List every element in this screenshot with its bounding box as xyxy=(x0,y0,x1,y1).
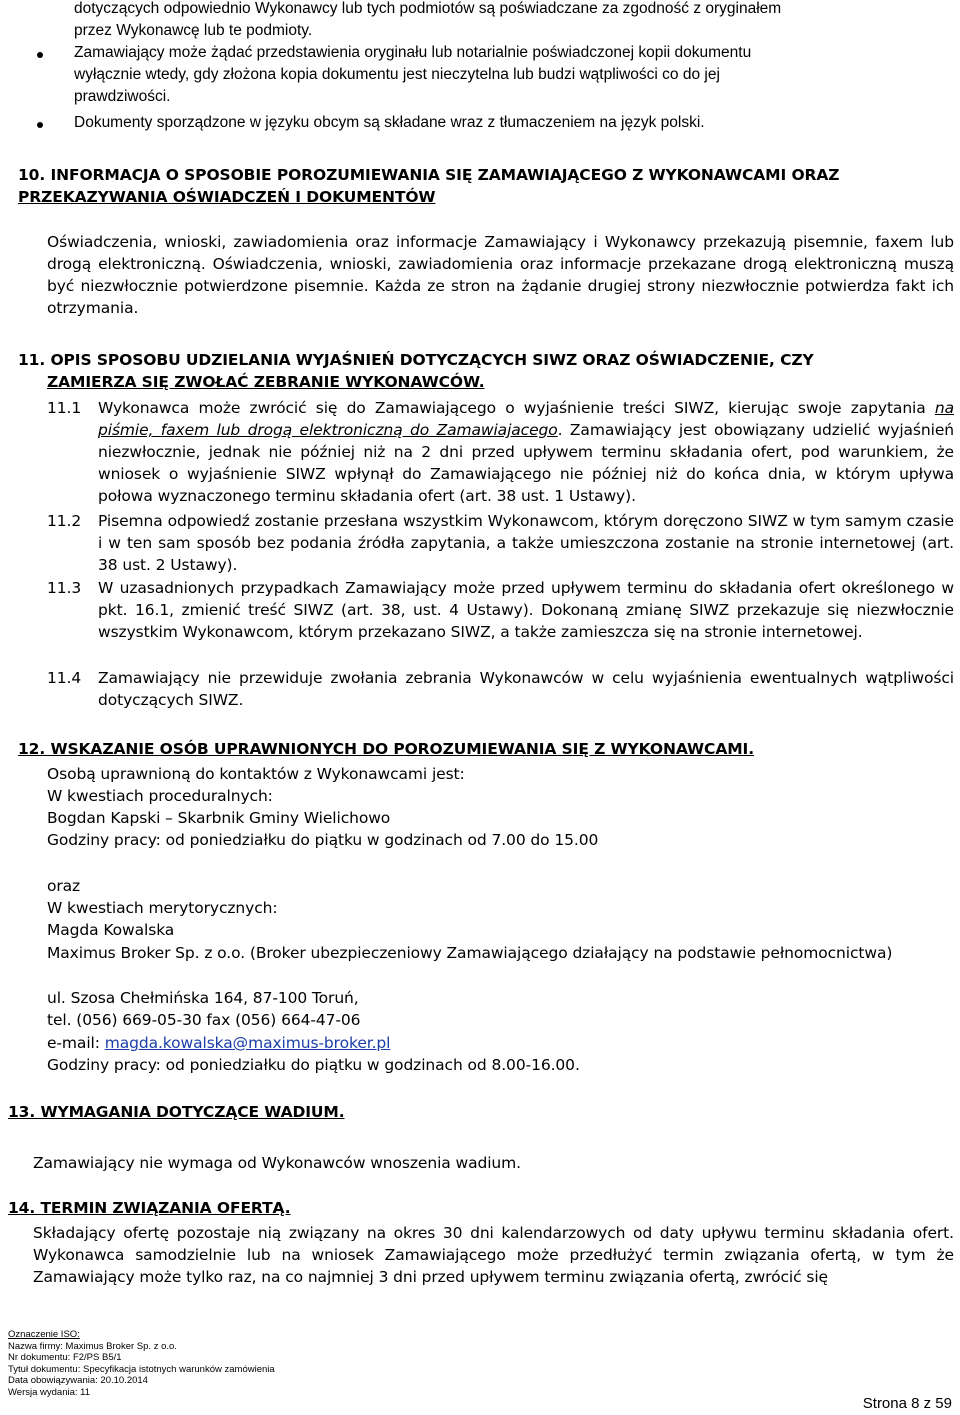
item-11-2-text: Pisemna odpowiedź zostanie przesłana wszystkim Wykonawcom, którym doręczono SIWZ w tym samym czasie i w ten sam sposób bez podania źródła zapytania, a także umieszczona zostanie na stronie internetowej (art. 38 ust. 2 Ustawy). xyxy=(98,512,954,574)
footer-iso-label: Oznaczenie ISO: xyxy=(8,1329,80,1340)
footer-company: Nazwa firmy: Maximus Broker Sp. z o.o. xyxy=(8,1340,177,1352)
item-11-1-text-emphasis: na piśmie, faxem lub drogą elektroniczną do Zamawiajacego xyxy=(98,399,954,439)
section-12-heading: 12. WSKAZANIE OSÓB UPRAWNIONYCH DO POROZUMIEWANIA SIĘ Z WYKONAWCAMI. xyxy=(18,740,754,758)
address: ul. Szosa Chełmińska 164, 87-100 Toruń, xyxy=(47,989,359,1007)
continuation-line-2: przez Wykonawcę lub te podmioty. xyxy=(74,22,313,39)
item-11-3-text: W uzasadnionych przypadkach Zamawiający może przed upływem terminu do składania ofert określonego w pkt. 16.1, zmienić treść SIWZ (art. 38, ust. 4 Ustawy). Dokonaną zmianę SIWZ przekazuje się niezwłocznie wszystkim Wykonawcom, którym przekazano SIWZ, a także zamieszcza się na stronie internetowej. xyxy=(98,579,954,641)
bullet-icon xyxy=(37,122,43,128)
email-line xyxy=(47,1032,390,1054)
footer-doc-title: Tytuł dokumentu: Specyfikacja istotnych warunków zamówienia xyxy=(8,1363,275,1375)
continuation-line-1: dotyczących odpowiednio Wykonawcy lub tych podmiotów są poświadczane za zgodność z oryginałem xyxy=(74,0,782,17)
page-number: Strona 8 z 59 xyxy=(862,1395,952,1412)
section-14-text: Składający ofertę pozostaje nią związany na okres 30 dni kalendarzowych od daty upływu terminu składania ofert. Wykonawca samodzielnie lub na wniosek Zamawiającego może przedłużyć termin związania ofertą, w tym że Zamawiający może tylko raz, na co najmniej 3 dni przed upływem terminu związania ofertą, zwrócić się xyxy=(33,1224,954,1286)
section-10-heading-line-2: PRZEKAZYWANIA OŚWIADCZEŃ I DOKUMENTÓW xyxy=(18,188,436,206)
section-13-text: Zamawiający nie wymaga od Wykonawców wnoszenia wadium. xyxy=(33,1154,521,1172)
email-label: e-mail: xyxy=(47,1034,105,1052)
item-11-4-text: Zamawiający nie przewiduje zwołania zebrania Wykonawców w celu wyjaśnienia ewentualnych wątpliwości dotyczących SIWZ. xyxy=(98,669,954,709)
item-11-2-number: 11.2 xyxy=(47,512,82,530)
email-link[interactable]: magda.kowalska@maximus-broker.pl xyxy=(104,1034,391,1052)
phone-fax: tel. (056) 669-05-30 fax (056) 664-47-06 xyxy=(47,1011,361,1029)
document-footer xyxy=(8,1329,275,1399)
item-11-1-text-before: Wykonawca może zwrócić się do Zamawiającego o wyjaśnienie treści SIWZ, kierując swoje zapytania xyxy=(98,399,935,417)
item-11-3-number: 11.3 xyxy=(47,579,82,597)
substantive-contact-name: Magda Kowalska xyxy=(47,921,175,939)
procedural-hours: Godziny pracy: od poniedziałku do piątku w godzinach od 7.00 do 15.00 xyxy=(47,831,599,849)
section-11-heading-line-1: 11. OPIS SPOSOBU UDZIELANIA WYJAŚNIEŃ DOTYCZĄCYCH SIWZ ORAZ OŚWIADCZENIE, CZY xyxy=(18,351,814,369)
bullet-2-line-1: Dokumenty sporządzone w języku obcym są składane wraz z tłumaczeniem na język polski. xyxy=(74,114,705,131)
item-11-1-number: 11.1 xyxy=(47,399,82,417)
broker-description: Maximus Broker Sp. z o.o. (Broker ubezpieczeniowy Zamawiającego działający na podstawie pełnomocnictwa) xyxy=(47,944,893,962)
section-14-heading: 14. TERMIN ZWIĄZANIA OFERTĄ. xyxy=(8,1199,291,1217)
section-10-paragraph: Oświadczenia, wnioski, zawiadomienia oraz informacje Zamawiający i Wykonawcy przekazują pisemnie, faxem lub drogą elektroniczną. Oświadczenia, wnioski, zawiadomienia oraz informacje przekazane drogą elektroniczną muszą być niezwłocznie potwierdzone pisemnie. Każda ze stron na żądanie drugiej strony niezwłocznie potwierdza fakt ich otrzymania. xyxy=(47,233,954,317)
footer-valid-date: Data obowiązywania: 20.10.2014 xyxy=(8,1375,148,1387)
section-13-heading: 13. WYMAGANIA DOTYCZĄCE WADIUM. xyxy=(8,1103,345,1121)
contact-intro: Osobą uprawnioną do kontaktów z Wykonawcami jest: xyxy=(47,765,465,783)
bullet-icon xyxy=(37,52,43,58)
item-11-1-text xyxy=(98,397,954,507)
section-10-heading-line-1: 10. INFORMACJA O SPOSOBIE POROZUMIEWANIA SIĘ ZAMAWIAJĄCEGO Z WYKONAWCAMI ORAZ xyxy=(18,166,840,184)
bullet-1-line-2: wyłącznie wtedy, gdy złożona kopia dokumentu jest nieczytelna lub budzi wątpliwości co do jej xyxy=(74,66,720,83)
item-11-1-text-after: . Zamawiający jest obowiązany udzielić wyjaśnień niezwłocznie, jednak nie później niż na 2 dni przed upływem terminu składania ofert, pod warunkiem, że wniosek o wyjaśnienie SIWZ wpłynął do Zamawiającego nie później niż do końca dnia, w którym upływa połowa wyznaczonego terminu składania ofert (art. 38 ust. 1 Ustawy). xyxy=(98,421,954,505)
section-11-heading-line-2: ZAMIERZA SIĘ ZWOŁAĆ ZEBRANIE WYKONAWCÓW. xyxy=(47,373,485,391)
substantive-label: W kwestiach merytorycznych: xyxy=(47,899,278,917)
bullet-1-line-3: prawdziwości. xyxy=(74,88,171,105)
footer-doc-number: Nr dokumentu: F2/PS B5/1 xyxy=(8,1352,122,1364)
substantive-hours: Godziny pracy: od poniedziałku do piątku w godzinach od 8.00-16.00. xyxy=(47,1056,580,1074)
oraz-text: oraz xyxy=(47,877,81,895)
footer-version: Wersja wydania: 11 xyxy=(8,1386,91,1398)
procedural-label: W kwestiach proceduralnych: xyxy=(47,787,273,805)
item-11-4-number: 11.4 xyxy=(47,669,82,687)
bullet-1-line-1: Zamawiający może żądać przedstawienia oryginału lub notarialnie poświadczonej kopii dokumentu xyxy=(74,44,752,61)
procedural-contact-name: Bogdan Kapski – Skarbnik Gminy Wielichowo xyxy=(47,809,391,827)
